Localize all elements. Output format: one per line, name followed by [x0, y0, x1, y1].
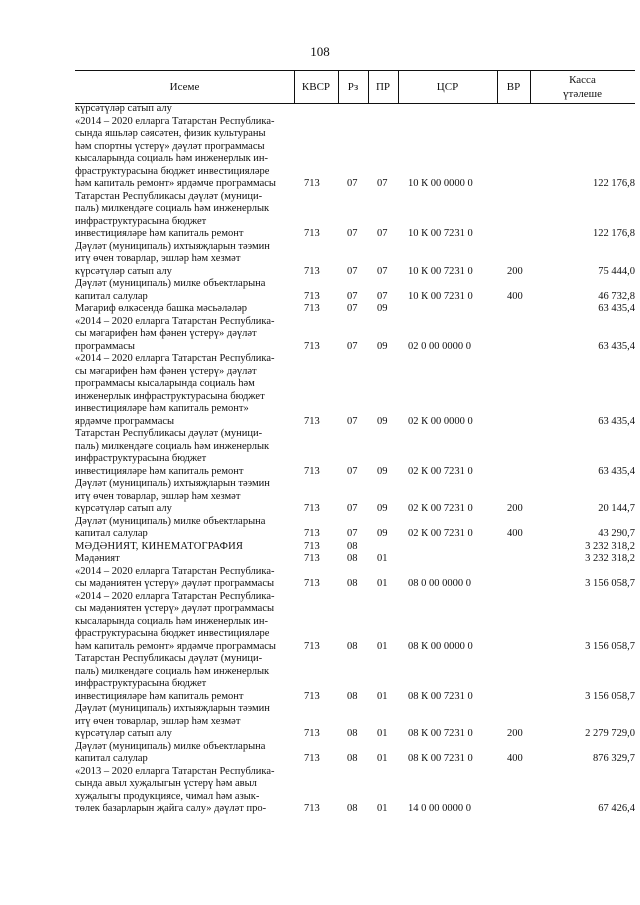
row-pr: 01 — [377, 728, 388, 739]
row-name-line: «2014 – 2020 елларга Татарстан Республика- — [75, 315, 275, 327]
row-name — [75, 478, 287, 516]
table-row — [75, 741, 635, 766]
row-kvsr: 713 — [304, 540, 320, 552]
row-rz: 07 — [347, 228, 358, 239]
row-name-line: инфраструктурасына бюджет — [75, 678, 207, 689]
header-kassa-line2: үтәлеше — [563, 88, 602, 100]
row-name-line: капитал салулар — [75, 753, 148, 764]
row-pr: 07 — [377, 228, 388, 239]
row-name-line: Мәдәният — [75, 553, 120, 564]
table-row — [75, 428, 635, 478]
row-kvsr: 713 — [304, 640, 320, 652]
row-vr: 200 — [507, 728, 523, 739]
row-vr: 400 — [507, 290, 523, 302]
row-rz: 08 — [347, 803, 358, 814]
row-name — [75, 103, 287, 116]
header-vr: ВР — [506, 81, 521, 93]
row-kvsr: 713 — [304, 728, 320, 739]
row-pr: 01 — [377, 753, 388, 764]
row-name-line: капитал салулар — [75, 528, 148, 539]
row-name-line: инвестицияләре һәм капиталь ремонт — [75, 465, 244, 477]
row-sum: 3 156 058,7 — [585, 578, 635, 589]
row-name — [75, 516, 287, 541]
row-name — [75, 541, 287, 554]
table-row — [75, 553, 635, 566]
table-row — [75, 316, 635, 354]
row-name-line: инфраструктурасына бюджет — [75, 453, 207, 464]
row-csr: 02 0 00 0000 0 — [408, 340, 471, 352]
row-pr: 01 — [377, 578, 388, 589]
row-name — [75, 591, 287, 654]
row-rz: 08 — [347, 690, 358, 702]
row-name-line: күрсәтүләр сатып алу — [75, 728, 172, 739]
row-name — [75, 191, 287, 241]
row-name-line: итү өчен товарлар, эшләр һәм хезмәт — [75, 253, 241, 264]
header-kassa — [530, 71, 635, 103]
row-rz: 07 — [347, 528, 358, 539]
row-name — [75, 241, 287, 279]
row-rz: 08 — [347, 640, 358, 652]
row-kvsr: 713 — [304, 228, 320, 239]
row-name — [75, 316, 287, 354]
row-pr: 01 — [377, 803, 388, 814]
row-name-line: Мәгариф өлкәсендә башка мәсьәләләр — [75, 303, 247, 314]
row-name-line: программасы кысаларында социаль һәм — [75, 378, 255, 389]
row-name-line: кысаларында социаль һәм инженерлык ин- — [75, 153, 269, 164]
table-row — [75, 703, 635, 741]
row-name-line: күрсәтүләр сатып алу — [75, 265, 172, 277]
row-name-line: капитал салулар — [75, 290, 148, 302]
row-name — [75, 566, 287, 591]
row-name-line: Дәүләт (муниципаль) милке объектларына — [75, 278, 266, 289]
row-kvsr: 713 — [304, 528, 320, 539]
row-csr: 10 К 00 7231 0 — [408, 265, 473, 277]
table-row — [75, 241, 635, 279]
row-vr: 200 — [507, 503, 523, 514]
row-name-line: Дәүләт (муниципаль) ихтыяҗларын тәэмин — [75, 703, 270, 714]
row-csr: 10 К 00 0000 0 — [408, 178, 473, 189]
row-name-line: «2014 – 2020 елларга Татарстан Республика- — [75, 590, 275, 602]
row-kvsr: 713 — [304, 803, 320, 814]
row-sum: 3 156 058,7 — [585, 690, 635, 702]
row-name-line: Дәүләт (муниципаль) ихтыяҗларын тәэмин — [75, 478, 270, 489]
row-name-line: инфраструктурасына бюджет — [75, 215, 207, 227]
row-rz: 08 — [347, 540, 358, 552]
row-name-line: сы мәгарифен һәм фәнен үстерү» дәүләт — [75, 328, 257, 339]
row-kvsr: 713 — [304, 753, 320, 764]
row-name-line: «2014 – 2020 елларга Татарстан Республика- — [75, 565, 275, 577]
row-kvsr: 713 — [304, 340, 320, 352]
row-name-line: Татарстан Республикасы дәүләт (муници- — [75, 190, 263, 202]
row-pr: 09 — [377, 528, 388, 539]
row-name — [75, 553, 287, 566]
row-name-line: фраструктурасына бюджет инвестицияләре — [75, 628, 270, 639]
row-csr: 08 К 00 7231 0 — [408, 728, 473, 739]
row-rz: 07 — [347, 465, 358, 477]
row-name-line: күрсәтүләр сатып алу — [75, 103, 172, 114]
row-name-line: һәм капиталь ремонт» ярдәмче программасы — [75, 178, 276, 189]
row-name-line: итү өчен товарлар, эшләр һәм хезмәт — [75, 490, 241, 502]
row-csr: 08 0 00 0000 0 — [408, 578, 471, 589]
table-row — [75, 353, 635, 428]
row-kvsr: 713 — [304, 503, 320, 514]
row-name — [75, 303, 287, 316]
row-pr: 01 — [377, 640, 388, 652]
row-csr: 02 К 00 7231 0 — [408, 528, 473, 539]
row-kvsr: 713 — [304, 690, 320, 702]
row-sum: 46 732,8 — [598, 290, 635, 302]
row-name-line: инвестицияләре һәм капиталь ремонт — [75, 690, 244, 702]
row-csr: 10 К 00 7231 0 — [408, 290, 473, 302]
table-row — [75, 103, 635, 116]
row-name — [75, 703, 287, 741]
row-pr: 01 — [377, 553, 388, 564]
row-name-line: сы мәдәниятен үстерү» дәүләт программасы — [75, 603, 275, 614]
row-rz: 07 — [347, 503, 358, 514]
row-sum: 20 144,7 — [598, 503, 635, 514]
row-name-line: итү өчен товарлар, эшләр һәм хезмәт — [75, 715, 241, 727]
row-kvsr: 713 — [304, 265, 320, 277]
table-row — [75, 478, 635, 516]
row-csr: 02 К 00 7231 0 — [408, 465, 473, 477]
row-sum: 63 435,4 — [598, 415, 635, 427]
row-name-line: паль) милкендәге социаль һәм инженерлык — [75, 665, 270, 677]
row-rz: 07 — [347, 340, 358, 352]
row-name-line: Дәүләт (муниципаль) милке объектларына — [75, 740, 266, 752]
row-name-line: кысаларында социаль һәм инженерлык ин- — [75, 615, 269, 627]
row-name-line: Дәүләт (муниципаль) ихтыяҗларын тәэмин — [75, 240, 270, 252]
row-name-line: паль) милкендәге социаль һәм инженерлык — [75, 203, 270, 214]
row-name-line: «2013 – 2020 елларга Татарстан Республика- — [75, 765, 275, 777]
row-sum: 43 290,7 — [598, 528, 635, 539]
row-name-line: программасы — [75, 340, 135, 352]
row-sum: 63 435,4 — [598, 465, 635, 477]
row-kvsr: 713 — [304, 178, 320, 189]
row-name-line: инженерлык инфраструктурасына бюджет — [75, 390, 265, 402]
header-csr: ЦСР — [436, 81, 459, 93]
row-sum: 3 156 058,7 — [585, 640, 635, 652]
row-csr: 08 К 00 7231 0 — [408, 753, 473, 764]
row-name-line: паль) милкендәге социаль һәм инженерлык — [75, 440, 270, 452]
row-csr: 10 К 00 7231 0 — [408, 228, 473, 239]
row-pr: 09 — [377, 303, 388, 314]
table-row — [75, 591, 635, 654]
row-vr: 200 — [507, 265, 523, 277]
row-rz: 08 — [347, 553, 358, 564]
row-csr: 14 0 00 0000 0 — [408, 803, 471, 814]
row-sum: 122 176,8 — [593, 178, 635, 189]
table-row — [75, 303, 635, 316]
row-name-line: һәм капиталь ремонт» ярдәмче программасы — [75, 640, 276, 652]
row-vr: 400 — [507, 753, 523, 764]
table-row — [75, 516, 635, 541]
row-name — [75, 116, 287, 191]
row-sum: 2 279 729,0 — [585, 728, 635, 739]
table-row — [75, 566, 635, 591]
row-kvsr: 713 — [304, 553, 320, 564]
row-csr: 02 К 00 7231 0 — [408, 503, 473, 514]
row-name-line: инвестицияләре һәм капиталь ремонт» — [75, 403, 249, 414]
row-name-line: сында авыл хуҗалыгын үстерү һәм авыл — [75, 778, 257, 789]
row-name-line: хуҗалыгы продукциясе, чимал һәм азык- — [75, 790, 260, 802]
table-row — [75, 278, 635, 303]
row-rz: 08 — [347, 728, 358, 739]
row-kvsr: 713 — [304, 415, 320, 427]
row-pr: 07 — [377, 290, 388, 302]
row-rz: 07 — [347, 290, 358, 302]
row-rz: 07 — [347, 415, 358, 427]
row-pr: 09 — [377, 503, 388, 514]
row-rz: 07 — [347, 303, 358, 314]
row-name-line: төлек базарларын җайга салу» дәүләт про- — [75, 803, 267, 814]
row-sum: 3 232 318,2 — [585, 553, 635, 564]
row-name-line: ярдәмче программасы — [75, 415, 175, 427]
row-sum: 876 329,7 — [593, 753, 635, 764]
row-name-line: Дәүләт (муниципаль) милке объектларына — [75, 515, 266, 527]
row-name-line: сы мәдәниятен үстерү» дәүләт программасы — [75, 578, 275, 589]
row-rz: 07 — [347, 178, 358, 189]
page-number: 108 — [310, 44, 330, 59]
row-csr: 02 К 00 0000 0 — [408, 415, 473, 427]
header-rz: Рз — [347, 81, 359, 93]
row-name-line: һәм спортны үстерү» дәүләт программасы — [75, 140, 265, 152]
row-kvsr: 713 — [304, 578, 320, 589]
header-name: Исеме — [169, 81, 200, 93]
header-kvsr: КВСР — [301, 81, 331, 93]
row-csr: 08 К 00 7231 0 — [408, 690, 473, 702]
row-sum: 122 176,8 — [593, 228, 635, 239]
row-pr: 07 — [377, 265, 388, 277]
row-pr: 09 — [377, 340, 388, 352]
row-name-line: сында яшьләр сәясәтен, физик культураны — [75, 128, 266, 139]
header-kassa-line1: Касса — [569, 74, 596, 86]
table-row — [75, 653, 635, 703]
table-header — [75, 70, 635, 104]
row-sum: 63 435,4 — [598, 303, 635, 314]
budget-table-body — [75, 103, 635, 816]
row-kvsr: 713 — [304, 465, 320, 477]
row-name-line: фраструктурасына бюджет инвестицияләре — [75, 165, 270, 177]
row-name — [75, 428, 287, 478]
header-pr: ПР — [375, 81, 391, 93]
row-rz: 07 — [347, 265, 358, 277]
row-sum: 67 426,4 — [598, 803, 635, 814]
row-name-line: Татарстан Республикасы дәүләт (муници- — [75, 428, 263, 439]
row-name-line: «2014 – 2020 елларга Татарстан Республика- — [75, 353, 275, 364]
row-name — [75, 278, 287, 303]
row-name — [75, 766, 287, 816]
row-name — [75, 353, 287, 428]
row-rz: 08 — [347, 753, 358, 764]
row-vr: 400 — [507, 528, 523, 539]
row-kvsr: 713 — [304, 303, 320, 314]
row-name — [75, 653, 287, 703]
row-kvsr: 713 — [304, 290, 320, 302]
row-sum: 63 435,4 — [598, 340, 635, 352]
row-pr: 09 — [377, 415, 388, 427]
table-row — [75, 766, 635, 816]
row-name-line: күрсәтүләр сатып алу — [75, 503, 172, 514]
row-pr: 09 — [377, 465, 388, 477]
table-row — [75, 116, 635, 191]
row-name — [75, 741, 287, 766]
row-pr: 01 — [377, 690, 388, 702]
table-row — [75, 541, 635, 554]
row-pr: 07 — [377, 178, 388, 189]
row-name-line: сы мәгарифен һәм фәнен үстерү» дәүләт — [75, 365, 257, 377]
table-row — [75, 191, 635, 241]
row-name-line: МӘДӘНИЯТ, КИНЕМАТОГРАФИЯ — [75, 540, 244, 552]
row-sum: 75 444,0 — [598, 265, 635, 277]
row-csr: 08 К 00 0000 0 — [408, 640, 473, 652]
row-name-line: инвестицияләре һәм капиталь ремонт — [75, 228, 244, 239]
row-name-line: «2014 – 2020 елларга Татарстан Республика- — [75, 115, 275, 127]
row-name-line: Татарстан Республикасы дәүләт (муници- — [75, 653, 263, 664]
row-sum: 3 232 318,2 — [585, 540, 635, 552]
row-rz: 08 — [347, 578, 358, 589]
